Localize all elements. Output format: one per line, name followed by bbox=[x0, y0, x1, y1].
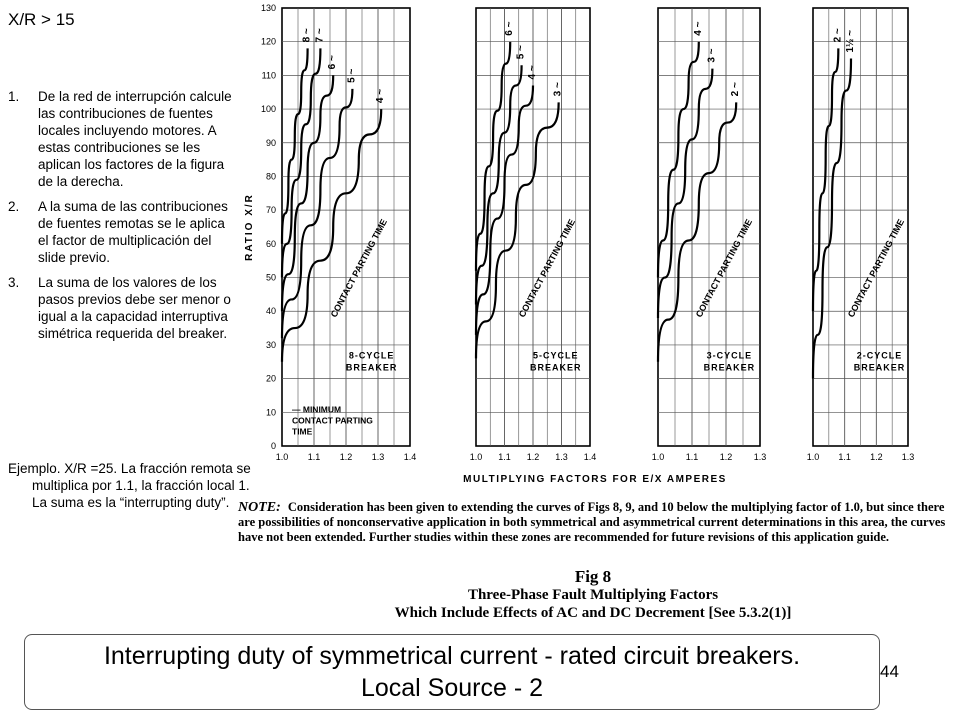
x-tick-label: 1.0 bbox=[806, 452, 820, 462]
series-label: 6 ~ bbox=[327, 55, 339, 70]
series-label: 8 ~ bbox=[301, 28, 313, 43]
series-curve bbox=[282, 48, 308, 243]
series-label: 2 ~ bbox=[730, 82, 742, 97]
x-tick-label: 1.0 bbox=[469, 452, 483, 462]
x-tick-label: 1.0 bbox=[275, 452, 289, 462]
y-tick-label: 110 bbox=[261, 70, 276, 81]
series-curve bbox=[658, 102, 736, 361]
breaker-label: 3-CYCLE bbox=[706, 350, 753, 361]
y-tick-label: 20 bbox=[265, 373, 276, 384]
breaker-label: BREAKER bbox=[345, 362, 398, 373]
x-tick-label: 1.1 bbox=[307, 452, 321, 462]
series-label: 4 ~ bbox=[527, 65, 538, 80]
x-tick-label: 1.2 bbox=[339, 452, 353, 462]
series-label: 1½ ~ bbox=[845, 30, 856, 53]
series-curve bbox=[282, 75, 333, 311]
series-curve bbox=[282, 109, 381, 362]
figure-title: Three-Phase Fault Multiplying Factors bbox=[467, 587, 719, 603]
minimum-contact-parting-label: TIME bbox=[292, 426, 313, 437]
series-label: 5 ~ bbox=[346, 68, 358, 83]
y-tick-label: 80 bbox=[265, 171, 276, 182]
step-number: 3. bbox=[8, 275, 20, 290]
multiplying-factors-chart bbox=[238, 0, 948, 492]
series-label: 6 ~ bbox=[504, 21, 516, 36]
breaker-label: 8-CYCLE bbox=[348, 350, 395, 361]
x-tick-label: 1.2 bbox=[526, 452, 540, 462]
x-tick-label: 1.2 bbox=[719, 452, 733, 462]
figure-subtitle: Which Include Effects of AC and DC Decrement [See 5.3.2(1)] bbox=[394, 605, 792, 621]
figure-note bbox=[238, 500, 948, 545]
x-tick-label: 1.4 bbox=[403, 452, 417, 462]
note-text: Consideration has been given to extending the curves of Figs 8, 9, and 10 below the multiplying factor of 1.0, but since there are possibilities of nonconservative application in both symmetrical and asymmetrical current determinations in this area, the curves have not been extended. Further studies within these zones are recommended for future revisions of this application guide. bbox=[238, 500, 946, 544]
slide-title-line2: Local Source - 2 bbox=[360, 674, 544, 702]
breaker-label: BREAKER bbox=[703, 362, 756, 373]
series-curve bbox=[658, 42, 699, 278]
series-label: 3 ~ bbox=[552, 82, 564, 97]
x-tick-label: 1.0 bbox=[651, 452, 665, 462]
step-item bbox=[8, 88, 238, 190]
y-tick-label: 90 bbox=[265, 137, 276, 148]
y-tick-label: 120 bbox=[260, 36, 276, 47]
example-text: Ejemplo. X/R =25. La fracción remota se multiplica por 1.1, la fracción local 1. La suma es la “interrupting duty”. bbox=[8, 461, 251, 510]
slide-heading: X/R > 15 bbox=[8, 10, 75, 29]
series-curve bbox=[658, 69, 712, 318]
y-tick-label: 40 bbox=[265, 306, 276, 317]
y-tick-label: 60 bbox=[265, 238, 276, 249]
x-tick-label: 1.1 bbox=[498, 452, 511, 462]
page-number: 44 bbox=[880, 662, 899, 681]
breaker-label: 5-CYCLE bbox=[533, 350, 579, 361]
steps-list bbox=[8, 88, 238, 350]
series-curve bbox=[813, 48, 838, 311]
series-label: 4 ~ bbox=[375, 88, 387, 104]
breaker-label: BREAKER bbox=[530, 362, 582, 373]
note-label: NOTE: bbox=[238, 500, 281, 515]
step-text: La suma de los valores de los pasos previos debe ser menor o igual a la capacidad interruptiva simétrica requerida del breaker. bbox=[38, 275, 231, 341]
step-number: 1. bbox=[8, 89, 20, 104]
x-tick-label: 1.1 bbox=[838, 452, 851, 462]
x-axis-label: MULTIPLYING FACTORS FOR E/X AMPERES bbox=[463, 474, 727, 485]
x-tick-label: 1.3 bbox=[901, 452, 915, 462]
series-label: 3 ~ bbox=[706, 48, 718, 63]
minimum-contact-parting-label: — MINIMUM bbox=[292, 404, 342, 415]
y-axis-label: RATIO X/R bbox=[244, 193, 255, 261]
series-curve bbox=[476, 65, 522, 304]
contact-parting-time-label: CONTACT PARTING TIME bbox=[328, 217, 390, 319]
breaker-label: 2-CYCLE bbox=[856, 350, 903, 361]
y-tick-label: 10 bbox=[265, 407, 276, 418]
y-tick-label: 130 bbox=[260, 3, 276, 13]
step-text: A la suma de las contribuciones de fuentes remotas se le aplica el factor de multiplicación del slide previo. bbox=[38, 199, 228, 265]
x-tick-label: 1.3 bbox=[555, 452, 568, 462]
y-tick-label: 70 bbox=[265, 205, 276, 216]
series-curve bbox=[476, 42, 510, 271]
series-label: 7 ~ bbox=[314, 28, 326, 43]
contact-parting-time-label: CONTACT PARTING TIME bbox=[845, 217, 907, 319]
step-item bbox=[8, 274, 238, 342]
x-tick-label: 1.4 bbox=[583, 452, 597, 462]
step-number: 2. bbox=[8, 199, 20, 214]
series-label: 2 ~ bbox=[832, 28, 844, 43]
series-label: 4 ~ bbox=[692, 21, 704, 36]
x-tick-label: 1.1 bbox=[685, 452, 699, 462]
breaker-label: BREAKER bbox=[853, 362, 906, 373]
step-item bbox=[8, 198, 238, 266]
y-tick-label: 0 bbox=[270, 441, 276, 451]
slide-title-line1: Interrupting duty of symmetrical current - rated circuit breakers. bbox=[103, 642, 801, 670]
y-tick-label: 50 bbox=[265, 272, 276, 283]
contact-parting-time-label: CONTACT PARTING TIME bbox=[516, 217, 578, 319]
x-tick-label: 1.3 bbox=[371, 452, 385, 462]
y-tick-label: 30 bbox=[265, 339, 276, 350]
slide-title-box bbox=[24, 634, 880, 710]
figure-number: Fig 8 bbox=[574, 567, 612, 586]
y-tick-label: 100 bbox=[260, 104, 276, 115]
series-label: 5 ~ bbox=[515, 45, 527, 60]
step-text: De la red de interrupción calcule las contribuciones de fuentes locales incluyendo motores. A estas contribuciones se les aplican los factores de la figura de la derecha. bbox=[38, 89, 232, 189]
minimum-contact-parting-label: CONTACT PARTING bbox=[292, 415, 373, 426]
figure-caption bbox=[238, 568, 948, 622]
x-tick-label: 1.3 bbox=[753, 452, 767, 462]
x-tick-label: 1.2 bbox=[870, 452, 883, 462]
contact-parting-time-label: CONTACT PARTING TIME bbox=[693, 217, 755, 319]
